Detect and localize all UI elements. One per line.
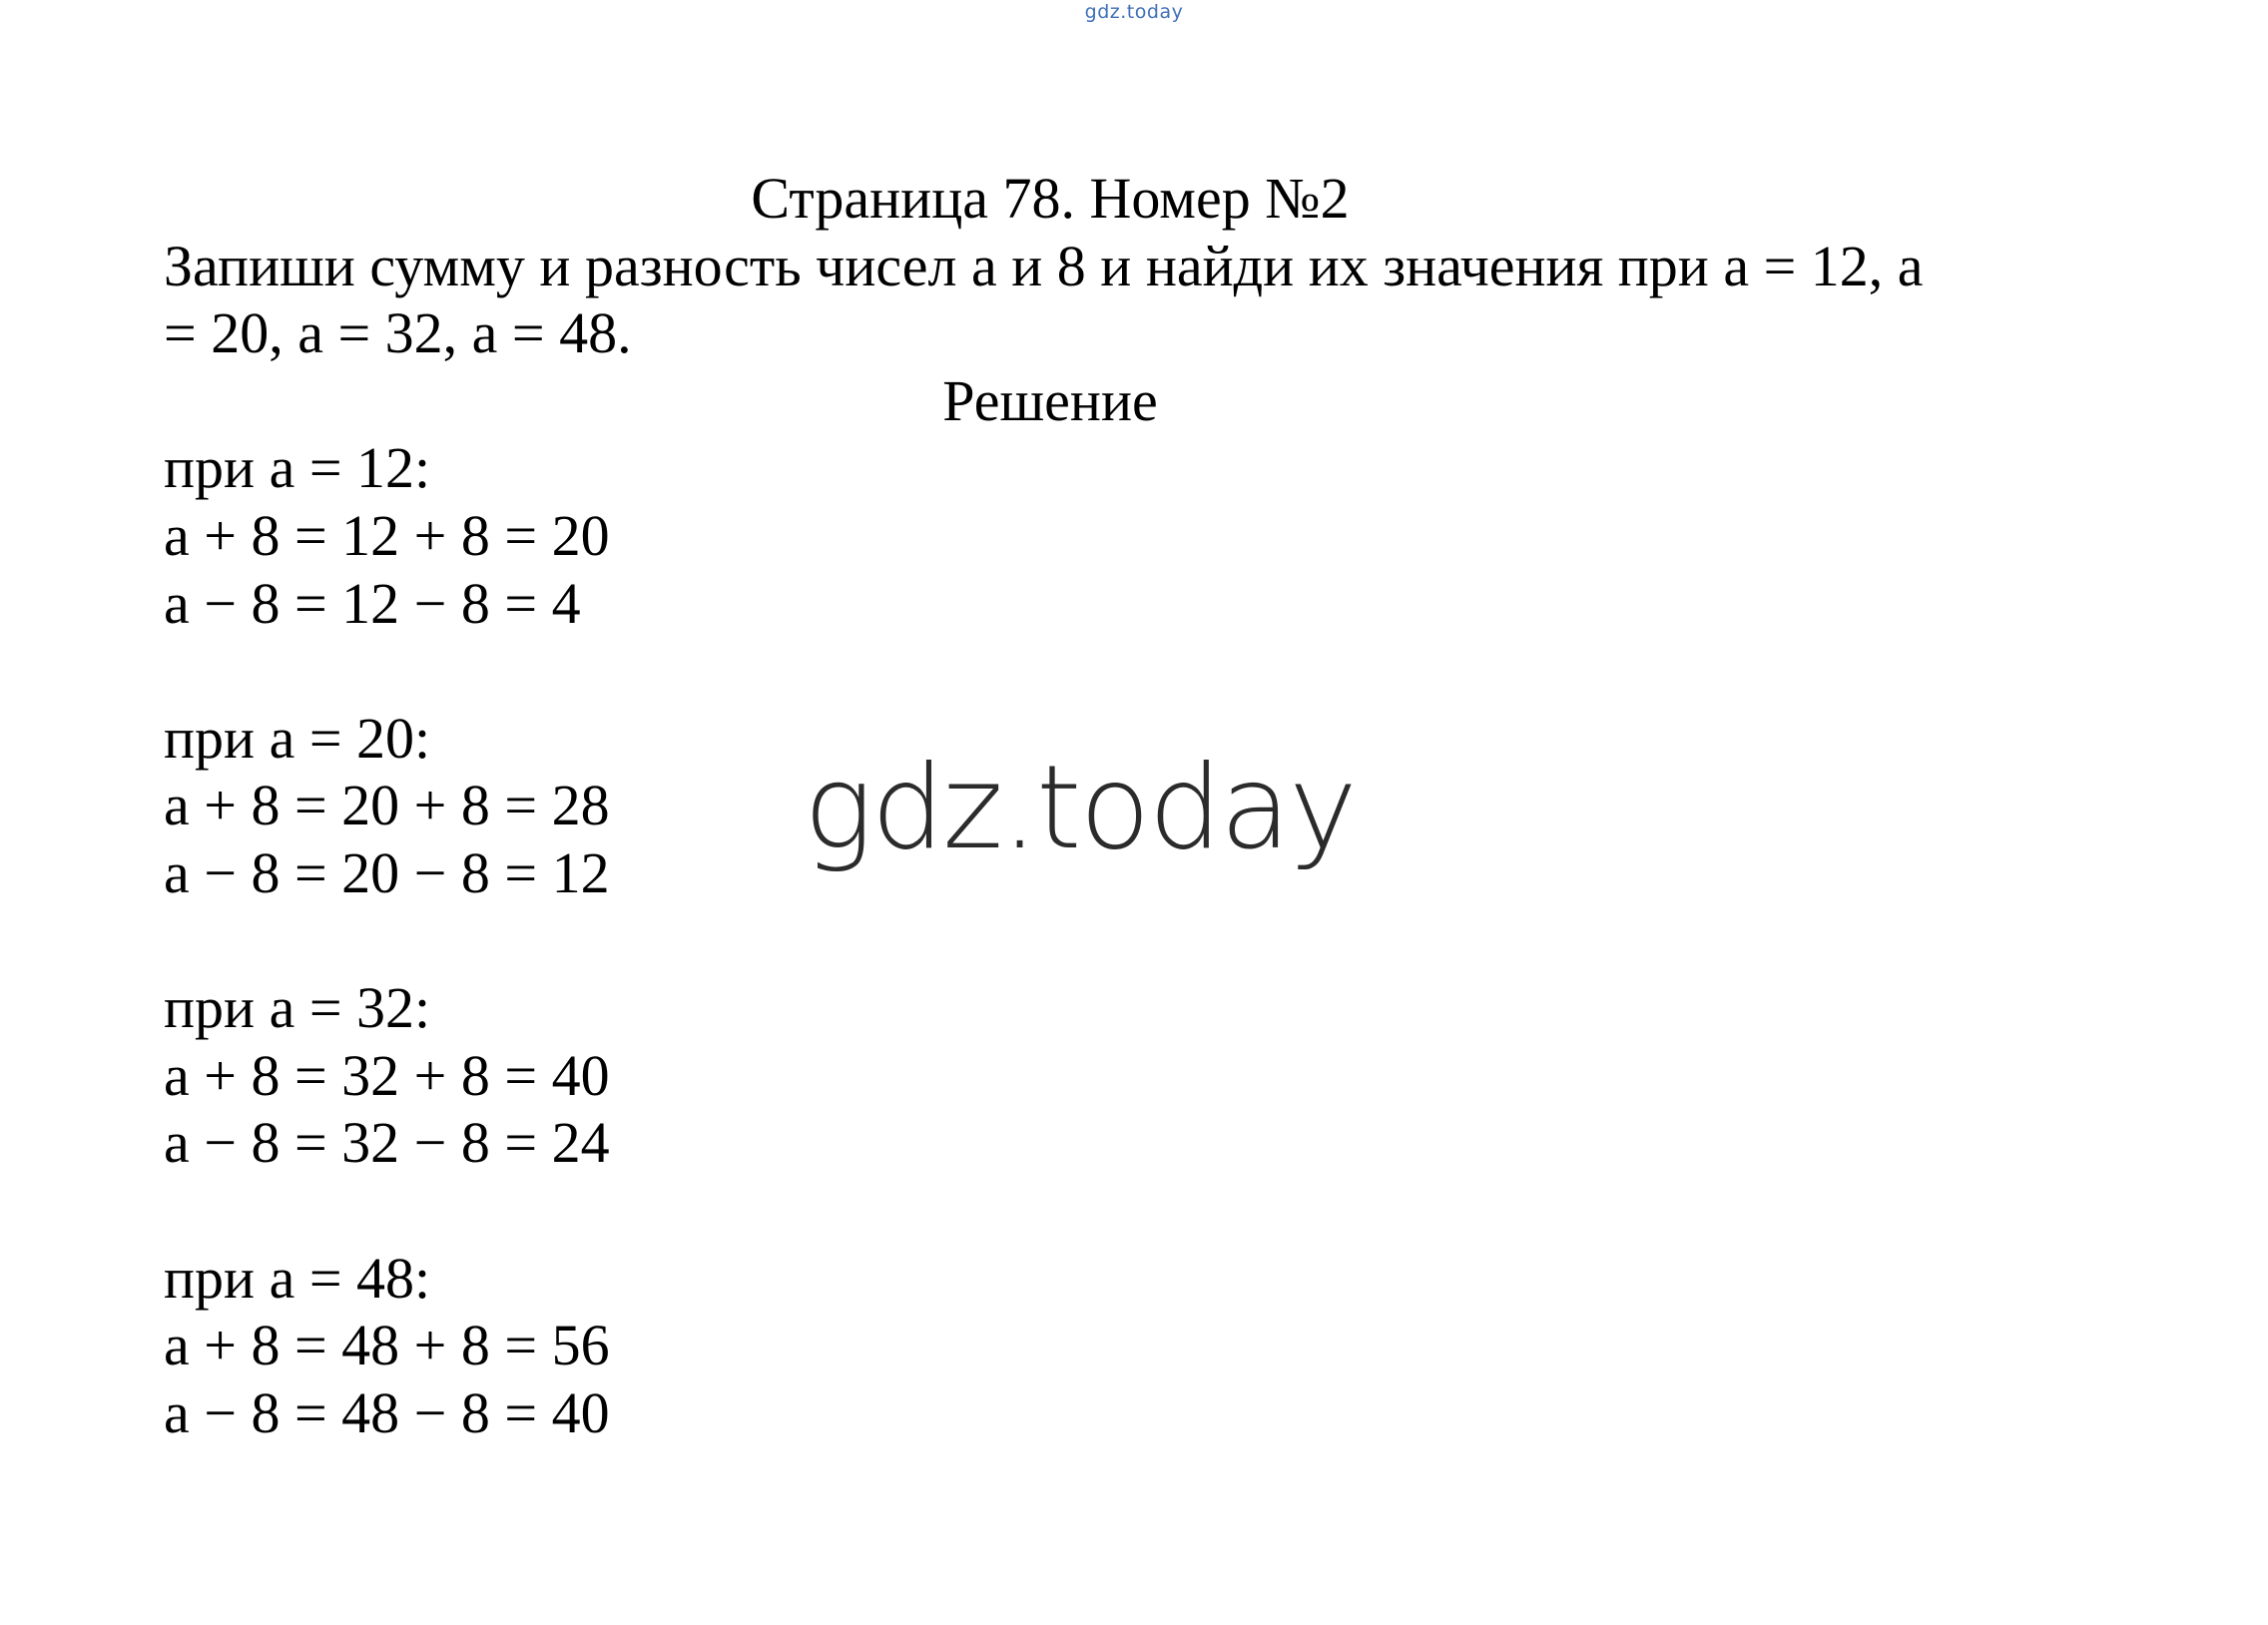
solution-condition: при а = 32: [164, 975, 431, 1041]
blank-line [164, 907, 2040, 975]
solution-sum: а + 8 = 32 + 8 = 40 [164, 1042, 610, 1108]
solution-title: Решение [942, 367, 1158, 433]
solution-difference: а − 8 = 20 − 8 = 12 [164, 839, 610, 905]
solution-sum: а + 8 = 12 + 8 = 20 [164, 502, 610, 568]
page-title: Страница 78. Номер №2 [751, 166, 1350, 231]
blank-line [164, 1177, 2040, 1245]
center-watermark: gdz.today [804, 741, 1356, 875]
solution-sum: а + 8 = 20 + 8 = 28 [164, 773, 610, 838]
task-text-line-2: = 20, а = 32, а = 48. [164, 300, 632, 366]
solution-difference: а − 8 = 48 − 8 = 40 [164, 1379, 610, 1445]
blank-line [164, 637, 2040, 705]
solution-difference: а − 8 = 32 − 8 = 24 [164, 1110, 610, 1176]
solution-condition: при а = 48: [164, 1245, 431, 1311]
solution-sum: а + 8 = 48 + 8 = 56 [164, 1313, 610, 1378]
solution-difference: а − 8 = 12 − 8 = 4 [164, 570, 581, 636]
top-watermark: gdz.today [1084, 1, 1184, 23]
solution-condition: при а = 12: [164, 435, 431, 501]
solution-condition: при а = 20: [164, 705, 431, 771]
task-text-line-1: Запиши сумму и разность чисел а и 8 и найди их значения при а = 12, а [164, 233, 1924, 298]
